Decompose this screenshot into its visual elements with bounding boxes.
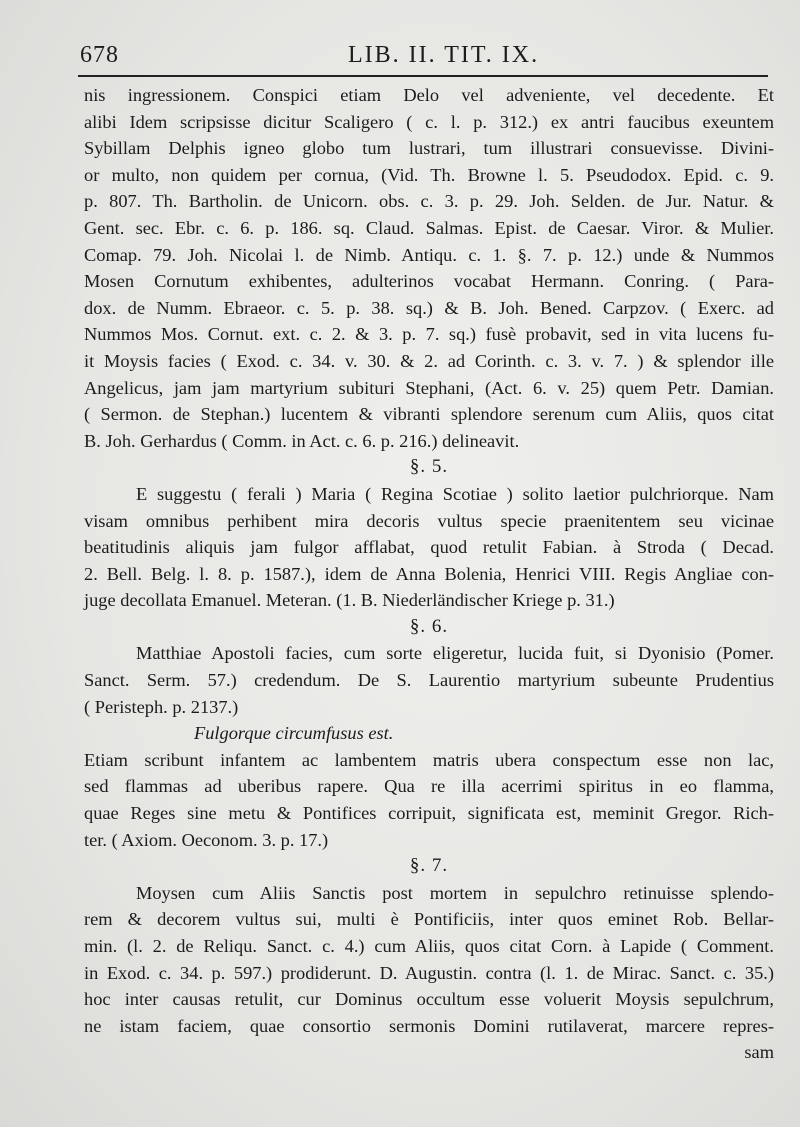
text-line: Etiam scribunt infantem ac lambentem matris ubera conspectum esse non lac,: [84, 749, 774, 770]
text-line: Comap. 79. Joh. Nicolai l. de Nimb. Antiqu. c. 1. §. 7. p. 12.) unde & Nummos: [84, 244, 774, 265]
text-line: Matthiae Apostoli facies, cum sorte eligeretur, lucida fuit, si Dyonisio (Pomer.: [136, 643, 774, 664]
text-line: ne istam faciem, quae consortio sermonis Domini rutilaverat, marcere repres-: [84, 1015, 774, 1036]
section-heading: §. 7.: [409, 855, 449, 877]
section-heading: §. 6.: [409, 615, 449, 637]
text-line: or multo, non quidem per cornua, (Vid. Th. Browne l. 5. Pseudodox. Epid. c. 9.: [84, 164, 774, 185]
text-line: Angelicus, jam jam martyrium subituri Stephani, (Act. 6. v. 25) quem Petr. Damian.: [84, 377, 774, 398]
text-line: ( Peristeph. p. 2137.): [84, 696, 239, 717]
text-line: juge decollata Emanuel. Meteran. (1. B. Niederländischer Kriege p. 31.): [84, 590, 615, 611]
text-line: nis ingressionem. Conspici etiam Delo vel adveniente, vel decedente. Et: [84, 85, 774, 105]
text-line: dox. de Numm. Ebraeor. c. 5. p. 38. sq.) & B. Joh. Bened. Carpzov. ( Exerc. ad: [84, 297, 774, 318]
text-line: quae Reges sine metu & Pontifices corripuit, significata est, meminit Gregor. Rich-: [84, 803, 774, 824]
text-line: Gent. sec. Ebr. c. 6. p. 186. sq. Claud. Salmas. Epist. de Caesar. Viror. & Mulier.: [84, 217, 774, 238]
text-line: hoc inter causas retulit, cur Dominus occultum esse voluerit Moysis sepulchrum,: [84, 989, 774, 1010]
catchword: sam: [744, 1042, 774, 1063]
text-line: sed flammas ad uberibus rapere. Qua re illa acerrimi spiritus in eo flamma,: [84, 776, 774, 797]
text-line: Sybillam Delphis igneo globo tum lustrari, tum illustrari consuevisse. Divini-: [84, 138, 774, 159]
text-line: ( Sermon. de Stephan.) lucentem & vibranti splendore serenum cum Aliis, quos citat: [84, 404, 774, 425]
text-line: B. Joh. Gerhardus ( Comm. in Act. c. 6. p. 216.) delineavit.: [84, 430, 520, 451]
text-line: alibi Idem scripsisse dicitur Scaligero ( c. l. p. 312.) ex antri faucibus exeuntem: [84, 111, 774, 132]
text-line: p. 807. Th. Bartholin. de Unicorn. obs. c. 3. p. 29. Joh. Selden. de Jur. Natur. &: [84, 191, 774, 212]
text-line: in Exod. c. 34. p. 597.) prodiderunt. D. Augustin. contra (l. 1. de Mirac. Sanct. c. 35.): [84, 962, 774, 983]
text-line: min. (l. 2. de Reliqu. Sanct. c. 4.) cum Aliis, quos citat Corn. à Lapide ( Comment.: [84, 936, 774, 956]
text-line: it Moysis facies ( Exod. c. 34. v. 30. & 2. ad Corinth. c. 3. v. 7. ) & splendor ille: [84, 350, 774, 371]
text-line: Nummos Mos. Cornut. ext. c. 2. & 3. p. 7. sq.) fusè probavit, sed in vita lucens fu-: [84, 324, 774, 345]
text-line: Moysen cum Aliis Sanctis post mortem in sepulchro retinuisse splendo-: [136, 882, 774, 903]
text-line: beatitudinis aliquis jam fulgor afflabat, quod retulit Fabian. à Stroda ( Decad.: [84, 537, 774, 558]
page-header: [80, 40, 762, 74]
text-line: 2. Bell. Belg. l. 8. p. 1587.), idem de Anna Bolenia, Henrici VIII. Regis Angliae con-: [84, 563, 774, 584]
text-line: E suggestu ( ferali ) Maria ( Regina Scotiae ) solito laetior pulchriorque. Nam: [136, 483, 774, 504]
section-heading: §. 5.: [409, 456, 449, 478]
text-line: Mosen Cornutum exhibentes, adulterinos vocabat Hermann. Conring. ( Para-: [84, 271, 774, 292]
verse-quote: Fulgorque circumfusus est.: [194, 723, 394, 744]
running-head: LIB. II. TIT. IX.: [348, 42, 540, 68]
text-line: visam omnibus perhibent mira decoris vultus specie praenitentem seu vicinae: [84, 510, 774, 531]
page-number: 678: [80, 42, 119, 68]
text-line: ter. ( Axiom. Oeconom. 3. p. 17.): [84, 829, 329, 850]
header-rule: [78, 75, 768, 77]
text-line: Sanct. Serm. 57.) credendum. De S. Laurentio martyrium subeunte Prudentius: [84, 670, 774, 691]
body-text: [84, 82, 774, 1066]
text-line: rem & decorem vultus sui, multi è Pontificiis, inter quos eminet Rob. Bellar-: [84, 909, 774, 930]
